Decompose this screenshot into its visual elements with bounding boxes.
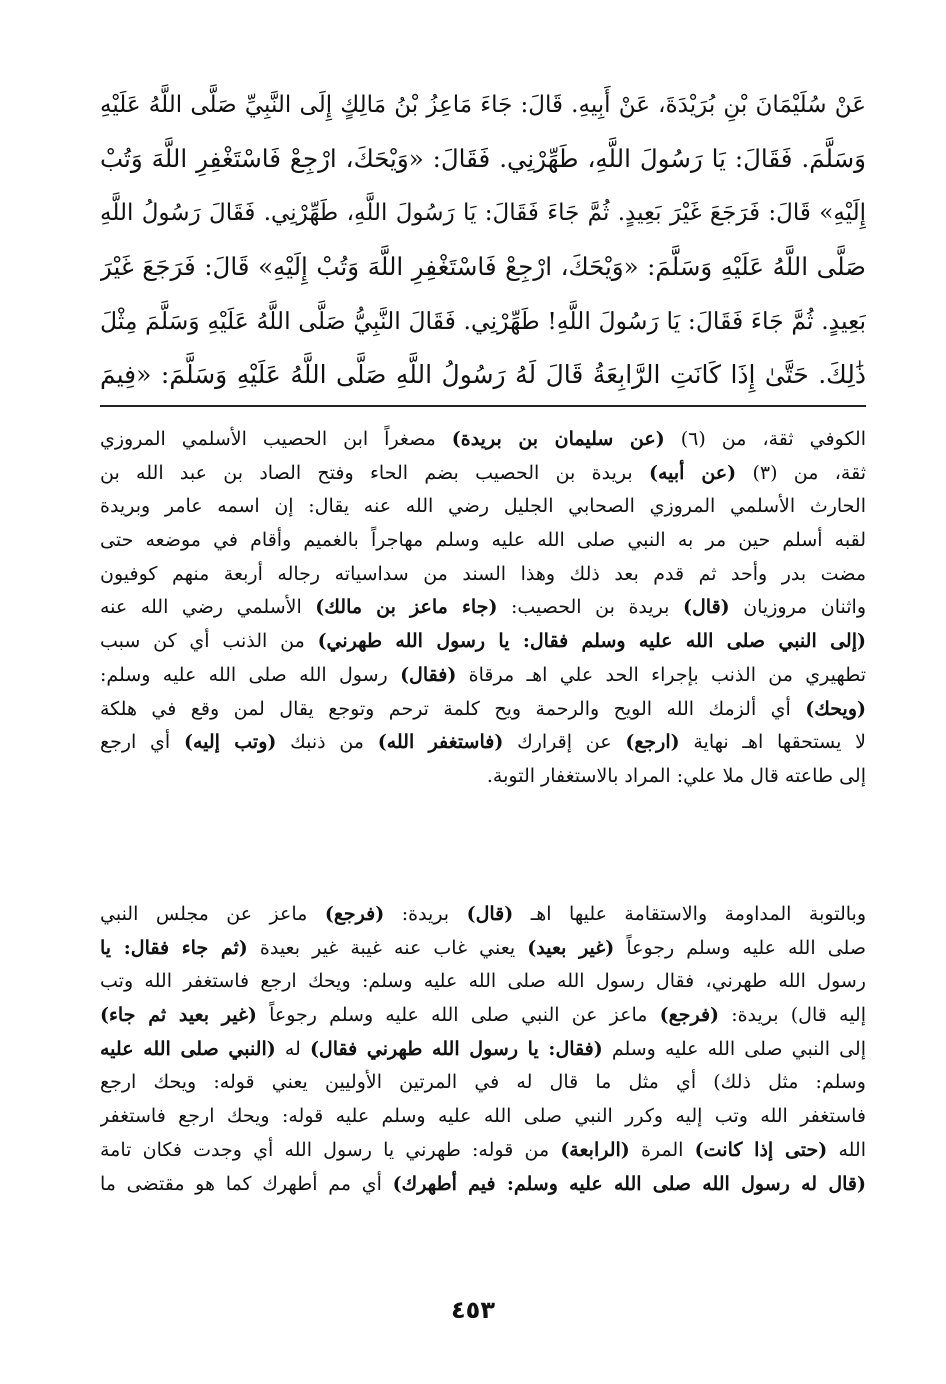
commentary-line: تطهيري من الذنب بإجراء الحد علي اهـ مرقاة (فقال) رسول الله صلى الله عليه وسلم: — [100, 663, 866, 686]
hadith-line: بَعِيدٍ. ثُمَّ جَاءَ فَقَالَ: يَا رَسُولَ اللَّهِ! طَهِّرْنِي. فَقَالَ النَّبِيُّ صَلَّى اللَّهُ عَلَيْهِ وَسَلَّمَ مِثْلَ — [100, 307, 866, 335]
hadith-line: ذَٰلِكَ. حَتَّىٰ إِذَا كَانَتِ الرَّابِعَةُ قَالَ لَهُ رَسُولُ اللَّهِ صَلَّى اللَّهُ عَلَيْهِ وَسَلَّمَ: «فِيمَ — [100, 360, 866, 389]
commentary-line: (إلى النبي صلى الله عليه وسلم فقال: يا رسول الله طهرني) من الذنب أي كن سبب — [100, 630, 866, 653]
commentary-line: لقبه أسلم حين مر به النبي صلى الله عليه وسلم مهاجراً بالغميم وأقام في موضعه حتى — [100, 529, 866, 552]
commentary-line: (ويحك) أي ألزمك الله الويح والرحمة ويح كلمة ترحم وتوجع يقال لمن وقع في هلكة — [100, 697, 866, 720]
commentary-line: مضت بدر وأحد ثم قدم بعد ذلك وهذا السند من سداسياته رجاله أربعة منهم كوفيون — [100, 562, 866, 585]
commentary-line: واثنان مروزيان (قال) بريدة بن الحصيب: (جاء ماعز بن مالك) الأسلمي رضي الله عنه — [100, 596, 866, 619]
commentary-line: رسول الله طهرني، فقال رسول الله صلى الله عليه وسلم: ويحك ارجع فاستغفر الله وتب — [100, 970, 866, 993]
hadith-text — [100, 78, 866, 402]
commentary-paragraph-2 — [100, 898, 866, 1201]
hadith-line: وَسَلَّمَ. فَقَالَ: يَا رَسُولَ اللَّهِ، طَهِّرْنِي. فَقَالَ: «وَيْحَكَ، ارْجِعْ فَاسْتَغْفِرِ اللَّهَ وَتُبْ — [100, 144, 866, 173]
commentary-line: لا يستحقها اهـ نهاية (ارجع) عن إقرارك (فاستغفر الله) من ذنبك (وتب إليه) أي ارجع — [100, 731, 866, 754]
commentary-line: فاستغفر الله وتب إليه وكرر النبي صلى الله عليه وسلم عليه قوله: ويحك ارجع فاستغفر — [100, 1105, 866, 1128]
commentary-line: (قال له رسول الله صلى الله عليه وسلم: فيم أطهرك) أي مم أطهرك كما هو مقتضى ما — [100, 1172, 866, 1195]
commentary-line: وبالتوبة المداومة والاستقامة عليها اهـ (قال) بريدة: (فرجع) ماعز عن مجلس النبي — [100, 903, 866, 925]
commentary-paragraph-1 — [100, 423, 866, 794]
commentary-line: وسلم: مثل ذلك) أي مثل ما قال له في المرتين الأوليين يعني قوله: ويحك ارجع — [100, 1071, 866, 1094]
commentary-line: إلى النبي صلى الله عليه وسلم (فقال: يا رسول الله طهرني فقال) له (النبي صلى الله عليه — [100, 1037, 866, 1060]
commentary-line: إلى طاعته قال ملا علي: المراد بالاستغفار التوبة. — [486, 764, 866, 787]
section-divider — [100, 405, 866, 407]
hadith-line: صَلَّى اللَّهُ عَلَيْهِ وَسَلَّمَ: «وَيْحَكَ، ارْجِعْ فَاسْتَغْفِرِ اللَّهَ وَتُبْ إِلَيْهِ» قَالَ: فَرَجَعَ غَيْرَ — [100, 252, 866, 281]
commentary-line: إليه قال) بريدة: (فرجع) ماعز عن النبي صلى الله عليه وسلم رجوعاً (غير بعيد ثم جاء) — [100, 1004, 866, 1027]
commentary-line: الحارث الأسلمي المروزي الصحابي الجليل رضي الله عنه يقال: إن اسمه عامر وبريدة — [100, 495, 866, 518]
hadith-line: عَنْ سُلَيْمَانَ بْنِ بُرَيْدَةَ، عَنْ أَبِيهِ. قَالَ: جَاءَ مَاعِزُ بْنُ مَالِكٍ إِلَى النَّبِيِّ صَلَّى اللَّهُ عَلَيْهِ — [100, 92, 866, 118]
commentary-line: صلى الله عليه وسلم رجوعاً (غير بعيد) يعني غاب عنه غيبة غير بعيدة (ثم جاء فقال: يا — [100, 936, 866, 959]
commentary-line: الكوفي ثقة، من (٦) (عن سليمان بن بريدة) مصغراً ابن الحصيب الأسلمي المروزي — [100, 428, 866, 450]
commentary-line: ثقة، من (٣) (عن أبيه) بريدة بن الحصيب بضم الحاء وفتح الصاد بن عبد الله بن — [100, 461, 866, 484]
hadith-line: إِلَيْهِ» قَالَ: فَرَجَعَ غَيْرَ بَعِيدٍ. ثُمَّ جَاءَ فَقَالَ: يَا رَسُولَ اللَّهِ، طَهِّرْنِي. فَقَالَ رَسُولُ اللَّهِ — [100, 200, 866, 226]
page-number: ٤٥٣ — [451, 1296, 495, 1324]
commentary-line: الله (حتى إذا كانت) المرة (الرابعة) من قوله: طهرني يا رسول الله أي وجدت فكان تامة — [100, 1138, 866, 1161]
